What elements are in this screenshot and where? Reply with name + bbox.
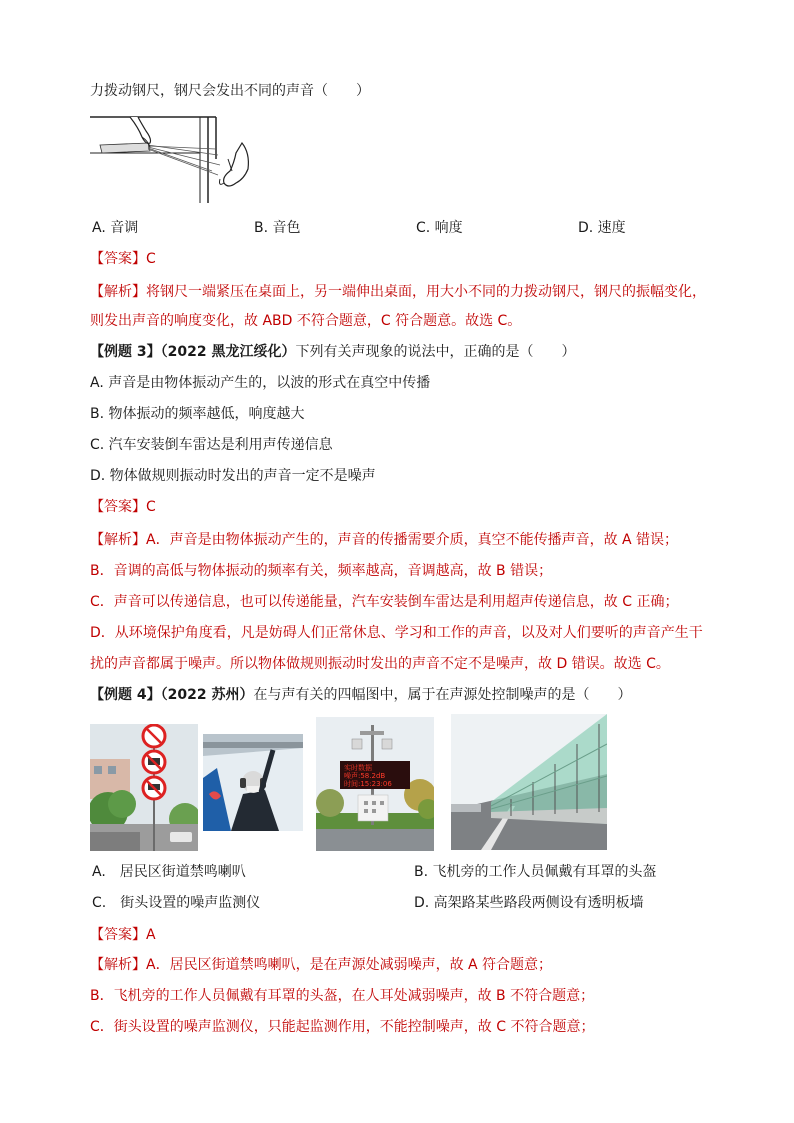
option-b: B. 飞机旁的工作人员佩戴有耳罩的头盔 bbox=[414, 864, 657, 880]
analysis-line: D．从环境保护角度看，凡是妨碍人们正常休息、学习和工作的声音，以及对人们要听的声音产生干 bbox=[90, 625, 703, 641]
option-a: A. 居民区街道禁鸣喇叭 bbox=[92, 864, 246, 880]
analysis-line: B．音调的高低与物体振动的频率有关，频率越高，音调越高，故 B 错误； bbox=[90, 563, 553, 579]
analysis-line: C．街头设置的噪声监测仪，只能起监测作用，不能控制噪声，故 C 不符合题意； bbox=[90, 1019, 595, 1035]
monitor-title: 实时数据 bbox=[344, 764, 372, 772]
analysis-line: 【解析】A．居民区街道禁鸣喇叭，是在声源处减弱噪声，故 A 符合题意； bbox=[90, 957, 553, 973]
question-source: （2022 黑龙江绥化） bbox=[160, 344, 296, 360]
no-honking-sign-photo bbox=[90, 724, 198, 851]
option-a: A. 音调 bbox=[92, 220, 139, 236]
option-c: C. 汽车安装倒车雷达是利用声传递信息 bbox=[90, 437, 333, 453]
sound-barrier-photo bbox=[451, 714, 607, 850]
monitor-reading: 噪声:58.2dB bbox=[344, 772, 386, 780]
analysis-line: 【解析】A．声音是由物体振动产生的，声音的传播需要介质，真空不能传播声音，故 A 错误； bbox=[90, 532, 679, 548]
option-b: B. 音色 bbox=[254, 220, 301, 236]
question-stem: 在与声有关的四幅图中，属于在声源处控制噪声的是（ ） bbox=[253, 687, 632, 703]
question-tag: 【例题 4】 bbox=[90, 687, 161, 703]
question-heading bbox=[90, 342, 575, 362]
noise-monitor-photo bbox=[316, 717, 434, 851]
analysis-line: C．声音可以传递信息，也可以传递能量，汽车安装倒车雷达是利用超声传递信息，故 C 正确； bbox=[90, 594, 679, 610]
option-d: D. 高架路某些路段两侧设有透明板墙 bbox=[414, 895, 644, 911]
option-c: C. 街头设置的噪声监测仪 bbox=[92, 895, 261, 911]
analysis-line: 则发出声音的响度变化，故 ABD 不符合题意，C 符合题意。故选 C。 bbox=[90, 313, 522, 329]
airport-worker-photo bbox=[203, 734, 303, 831]
question-source: （2022 苏州） bbox=[160, 687, 254, 703]
answer: 【答案】C bbox=[90, 499, 156, 515]
option-d: D. 物体做规则振动时发出的声音一定不是噪声 bbox=[90, 468, 376, 484]
analysis-line: 【解析】将钢尺一端紧压在桌面上，另一端伸出桌面，用大小不同的力拨动钢尺，钢尺的振幅变化， bbox=[90, 284, 706, 300]
option-a: A. 声音是由物体振动产生的，以波的形式在真空中传播 bbox=[90, 375, 431, 391]
answer: 【答案】A bbox=[90, 927, 156, 943]
question-heading bbox=[90, 685, 631, 705]
option-c: C. 响度 bbox=[416, 220, 463, 236]
ruler-vibration-figure bbox=[90, 113, 262, 203]
question-stem: 下列有关声现象的说法中，正确的是（ ） bbox=[295, 344, 576, 360]
answer: 【答案】C bbox=[90, 251, 156, 267]
option-d: D. 速度 bbox=[578, 220, 626, 236]
question-tag: 【例题 3】 bbox=[90, 344, 161, 360]
option-b: B. 物体振动的频率越低，响度越大 bbox=[90, 406, 305, 422]
monitor-time: 时间:15:23:06 bbox=[344, 780, 392, 788]
analysis-line: 扰的声音都属于噪声。所以物体做规则振动时发出的声音不定不是噪声，故 D 错误。故选 C。 bbox=[90, 656, 670, 672]
analysis-line: B．飞机旁的工作人员佩戴有耳罩的头盔，在人耳处减弱噪声，故 B 不符合题意； bbox=[90, 988, 595, 1004]
question-stem: 力拨动钢尺，钢尺会发出不同的声音（ ） bbox=[90, 83, 370, 99]
